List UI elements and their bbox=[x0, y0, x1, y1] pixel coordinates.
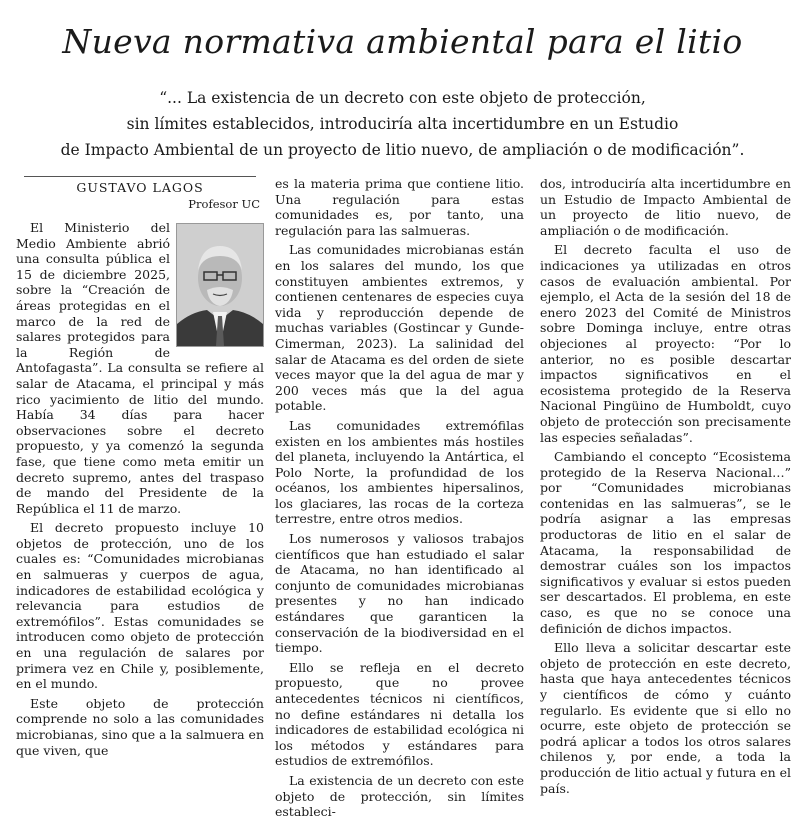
paragraph: El decreto propuesto incluye 10 objetos de protección, uno de los cuales es: “Comunidades microbianas en salmueras y cuerpos de agua, indicadores de estabilidad ecológica y relevancia para estudios de extremófilos”. Estas comunidades se introducen como objeto de protección en una regulación de salares por primera vez en Chile y, posiblemente, en el mundo. bbox=[16, 520, 264, 692]
paragraph: El decreto faculta el uso de indicaciones ya utilizadas en otros casos de evaluación ambiental. Por ejemplo, el Acta de la sesión del 18 de enero 2023 del Comité de Ministros sobre Dominga incluye, entre otras objeciones al proyecto: “Por lo anterior, no es posible descartar impactos significativos en el ecosistema protegido de la Reserva Nacional Pingüino de Humboldt, cuyo objeto de protección son precisamente las especies señaladas”. bbox=[540, 242, 791, 445]
paragraph: Este objeto de protección comprende no solo a las comunidades microbianas, sino que a la salmuera en que viven, que bbox=[16, 695, 264, 758]
column-2 bbox=[275, 176, 524, 820]
author-photo bbox=[176, 223, 264, 347]
paragraph: La existencia de un decreto con este objeto de protección, sin límites estableci- bbox=[275, 772, 524, 820]
pull-quote-line: “... La existencia de un decreto con este objeto de protección, bbox=[159, 89, 646, 107]
paragraph: es la materia prima que contiene litio. Una regulación para estas comunidades es, por tanto, una regulación para las salmueras. bbox=[275, 176, 524, 238]
pull-quote-line: de Impacto Ambiental de un proyecto de litio nuevo, de ampliación o de modificación”. bbox=[60, 141, 745, 159]
author-role: Profesor UC bbox=[188, 197, 260, 211]
paragraph: Ello lleva a solicitar descartar este objeto de protección en este decreto, hasta que haya antecedentes técnicos y científicos de cómo y cuánto regularlo. Es evidente que si ello no ocurre, este objeto de protección se podrá aplicar a todos los otros salares chilenos y, por ende, a toda la producción de litio actual y futura en el país. bbox=[540, 640, 791, 796]
pull-quote-line: sin límites establecidos, introduciría alta incertidumbre en un Estudio bbox=[126, 115, 679, 133]
column-1 bbox=[16, 176, 264, 758]
paragraph: El Ministerio del Medio Ambiente abrió una consulta pública el 15 de diciembre 2025, sobre la “Creación de áreas protegidas en el marco de la red de salares protegidos para la Región de Antofagasta”. La consulta se refiere al salar de Atacama, el principal y más rico yacimiento de litio del mundo. Había 34 días para hacer observaciones sobre el decreto propuesto, y ya comenzó la segunda fase, que tiene como meta emitir un decreto supremo, antes del traspaso de mando del Presidente de la República el 11 de marzo. bbox=[16, 220, 264, 516]
article-title: Nueva normativa ambiental para el litio bbox=[62, 22, 743, 61]
column-3 bbox=[540, 176, 791, 796]
paragraph: Ello se refleja en el decreto propuesto, que no provee antecedentes técnicos ni científicos, no define estándares ni detalla los indicadores de estabilidad ecológica ni los métodos y estándares para estudios de extremófilos. bbox=[275, 659, 524, 769]
pull-quote bbox=[30, 85, 775, 163]
paragraph: Las comunidades microbianas están en los salares del mundo, los que constituyen ambientes extremos, y contienen centenares de especies cuya vida y reproducción depende de muchas variables (Gostincar y Gunde-Cimerman, 2023). La salinidad del salar de Atacama es del orden de siete veces mayor que la del agua de mar y 200 veces más que la del agua potable. bbox=[275, 242, 524, 414]
paragraph: dos, introduciría alta incertidumbre en un Estudio de Impacto Ambiental de un proyecto de litio nuevo, de ampliación o de modificación. bbox=[540, 176, 791, 238]
paragraph: Los numerosos y valiosos trabajos científicos que han estudiado el salar de Atacama, no han identificado al conjunto de comunidades microbianas presentes y no han indicado estándares que garanticen la conservación de la biodiversidad en el tiempo. bbox=[275, 531, 524, 656]
paragraph: Cambiando el concepto “Ecosistema protegido de la Reserva Nacional…” por “Comunidades microbianas contenidas en las salmueras”, se le podría asignar a las empresas productoras de litio en el salar de Atacama, la responsabilidad de demostrar cuáles son los impactos significativos y evaluar si estos pueden ser descartados. El problema, en este caso, es que no se conoce una definición de dichos impactos. bbox=[540, 449, 791, 636]
paragraph: Las comunidades extremófilas existen en los ambientes más hostiles del planeta, incluyendo la Antártica, el Polo Norte, la profundidad de los océanos, los ambientes hipersalinos, los glaciares, las rocas de la corteza terrestre, entre otros medios. bbox=[275, 417, 524, 527]
author-name: GUSTAVO LAGOS bbox=[24, 176, 256, 196]
